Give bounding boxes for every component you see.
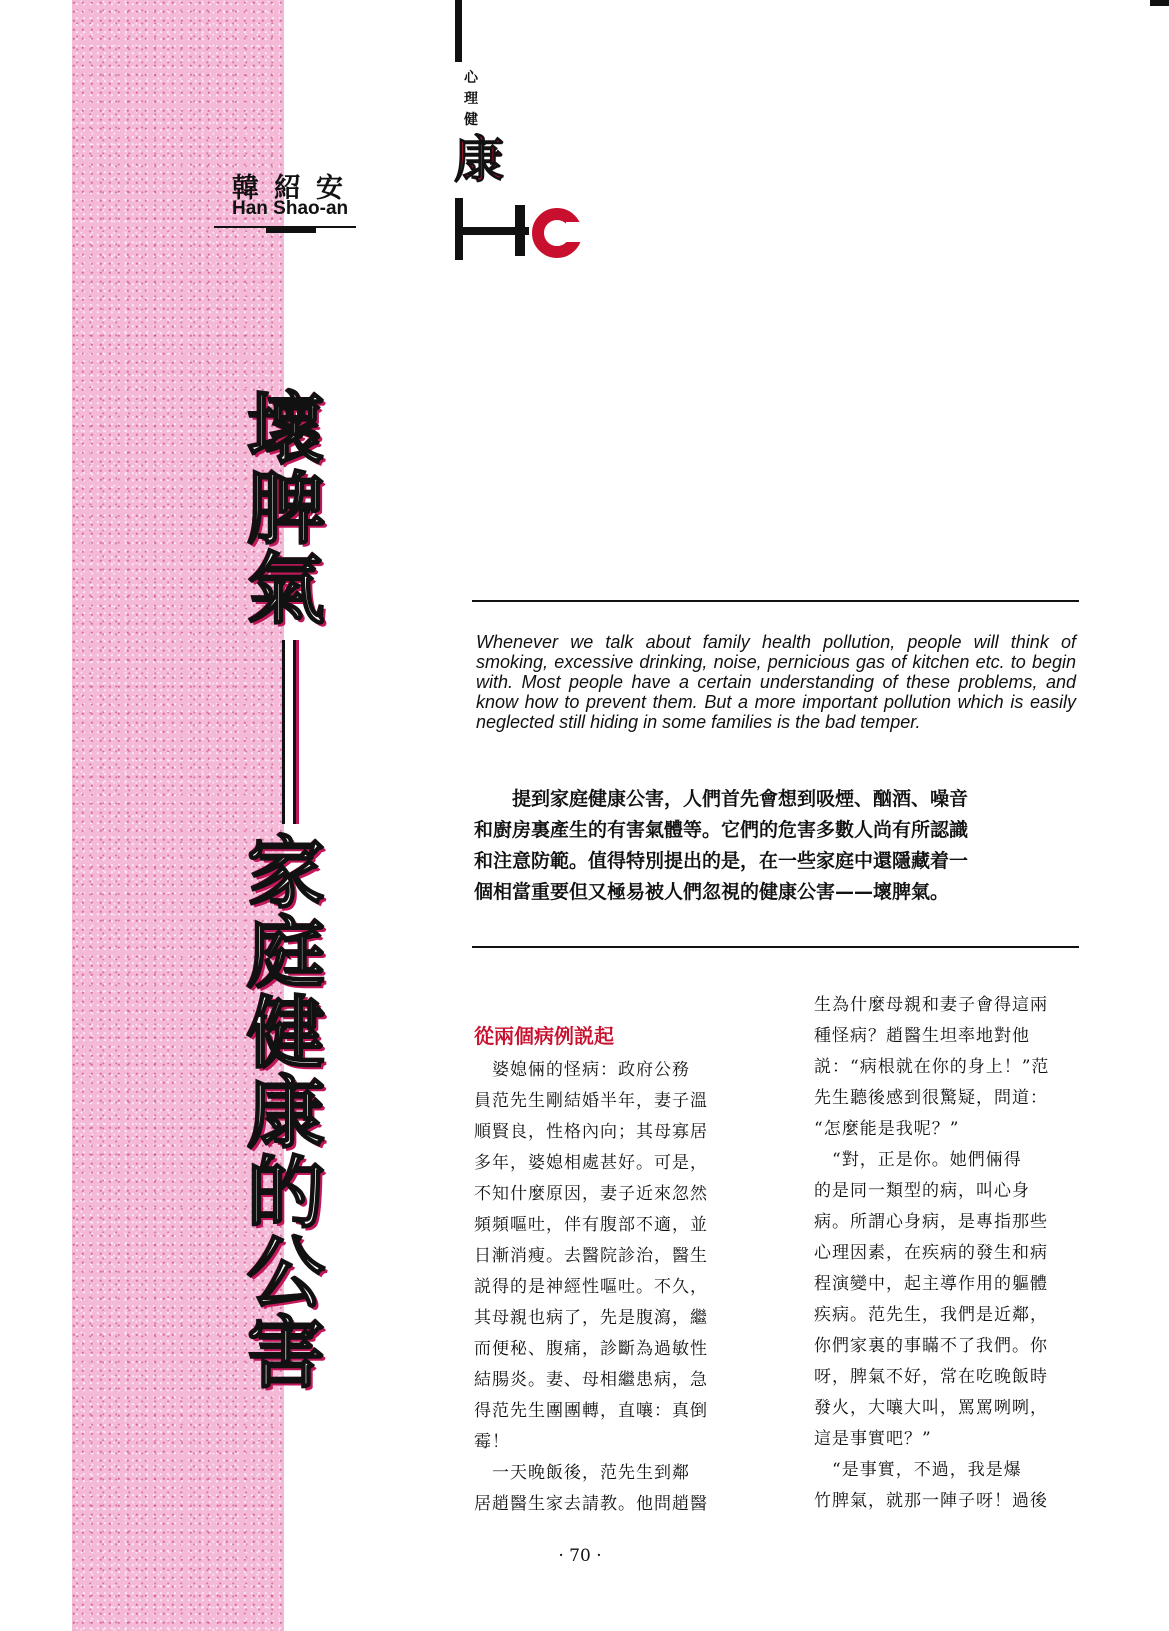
body-line: 頻頻嘔吐，伴有腹部不適，並: [474, 1215, 708, 1235]
chinese-abstract: [474, 784, 1079, 908]
title-dash: [282, 640, 296, 824]
corner-mark: [1150, 0, 1169, 6]
body-line: 説：“病根就在你的身上！”范: [814, 1057, 1050, 1077]
title-character: 壞: [246, 385, 325, 475]
abstract-top-rule: [472, 600, 1079, 602]
body-line: “是事實，不過，我是爆: [814, 1460, 1022, 1480]
body-line: 的是同一類型的病，叫心身: [814, 1181, 1030, 1201]
body-line: 結腸炎。妻、母相繼患病，急: [474, 1370, 708, 1390]
body-line: 順賢良，性格內向；其母寡居: [474, 1122, 708, 1142]
body-line: 發火，大嚷大叫，罵罵咧咧，: [814, 1398, 1048, 1418]
body-line: 多年，婆媳相處甚好。可是，: [474, 1153, 708, 1173]
title-character: 庭: [246, 909, 325, 999]
body-line: “怎麼能是我呢？”: [814, 1119, 960, 1139]
author-name-english: Han Shao-an: [232, 198, 349, 219]
body-line: 生為什麼母親和妻子會得這兩: [814, 995, 1048, 1015]
body-line: 先生聽後感到很驚疑，問道：: [814, 1088, 1048, 1108]
body-line: 你們家裏的事瞞不了我們。你: [814, 1336, 1048, 1356]
body-line: 這是事實吧？”: [814, 1429, 932, 1449]
abstract-bottom-rule: [472, 946, 1079, 948]
body-line: 而便秘、腹痛，診斷為過敏性: [474, 1339, 708, 1359]
body-line: 種怪病？趙醫生坦率地對他: [814, 1026, 1030, 1046]
body-line: 病。所謂心身病，是專指那些: [814, 1212, 1048, 1232]
section-label: 心理健: [464, 70, 478, 128]
body-line: 疾病。范先生，我們是近鄰，: [814, 1305, 1048, 1325]
title-character: 害: [246, 1309, 325, 1399]
title-character: 家: [246, 829, 325, 919]
body-line: 日漸消瘦。去醫院診治，醫生: [474, 1246, 708, 1266]
body-line: 程演變中，起主導作用的軀體: [814, 1274, 1048, 1294]
body-line: 不知什麼原因，妻子近來忽然: [474, 1184, 708, 1204]
title-character: 健: [246, 989, 325, 1079]
title-character: 氣: [246, 545, 325, 635]
body-line: 婆媳倆的怪病：政府公務: [474, 1060, 690, 1080]
body-line: 一天晚飯後，范先生到鄰: [474, 1463, 690, 1483]
article-title: [236, 385, 336, 1399]
body-line: 得范先生團團轉，直嚷：真倒: [474, 1401, 708, 1421]
abstract-line: 和注意防範。值得特別提出的是，在一些家庭中還隱藏着一: [474, 850, 969, 872]
body-line: 員范先生剛結婚半年，妻子溫: [474, 1091, 708, 1111]
body-line: 居趙醫生家去請教。他問趙醫: [474, 1494, 708, 1514]
body-line: 心理因素，在疾病的發生和病: [814, 1243, 1048, 1263]
body-line: 説得的是神經性嘔吐。不久，: [474, 1277, 708, 1297]
body-column-right: [814, 990, 1084, 1517]
logo-c-opening: [566, 222, 582, 242]
english-abstract: Whenever we talk about family health pollution, people will think of smoking, excessive drinking, noise, pernicious gas of kitchen etc. to begin with. Most people have a certain understanding of these problems, and know how to prevent them. But a more important pollution which is easily neglected still hiding in some families is the bad temper.: [476, 632, 1076, 732]
title-character: 康: [246, 1069, 325, 1159]
body-line: 霉！: [474, 1432, 510, 1452]
title-character: 公: [246, 1229, 325, 1319]
section-marker-bar: [455, 0, 462, 62]
title-character: 的: [246, 1149, 325, 1239]
author-name-chinese: 韓紹安: [232, 173, 358, 204]
author-underline-accent: [266, 226, 316, 233]
body-line: 竹脾氣，就那一陣子呀！過後: [814, 1491, 1048, 1511]
abstract-line: 和廚房裏產生的有害氣體等。它們的危害多數人尚有所認識: [474, 819, 969, 841]
body-line: “對，正是你。她們倆得: [814, 1150, 1022, 1170]
title-character: 脾: [246, 465, 325, 555]
body-line: 其母親也病了，先是腹瀉，繼: [474, 1308, 708, 1328]
abstract-line: 個相當重要但又極易被人們忽視的健康公害——壞脾氣。: [474, 881, 950, 903]
page-number: · 70 ·: [558, 1546, 602, 1566]
abstract-line: 提到家庭健康公害，人們首先會想到吸煙、酗酒、噪音: [474, 788, 969, 810]
logo-bar-vertical-right: [515, 205, 525, 256]
section-subheading: 從兩個病例説起: [474, 1024, 614, 1048]
body-column-left: [474, 1055, 754, 1520]
section-label-big-character: 康: [454, 131, 504, 189]
body-line: 呀，脾氣不好，常在吃晚飯時: [814, 1367, 1048, 1387]
